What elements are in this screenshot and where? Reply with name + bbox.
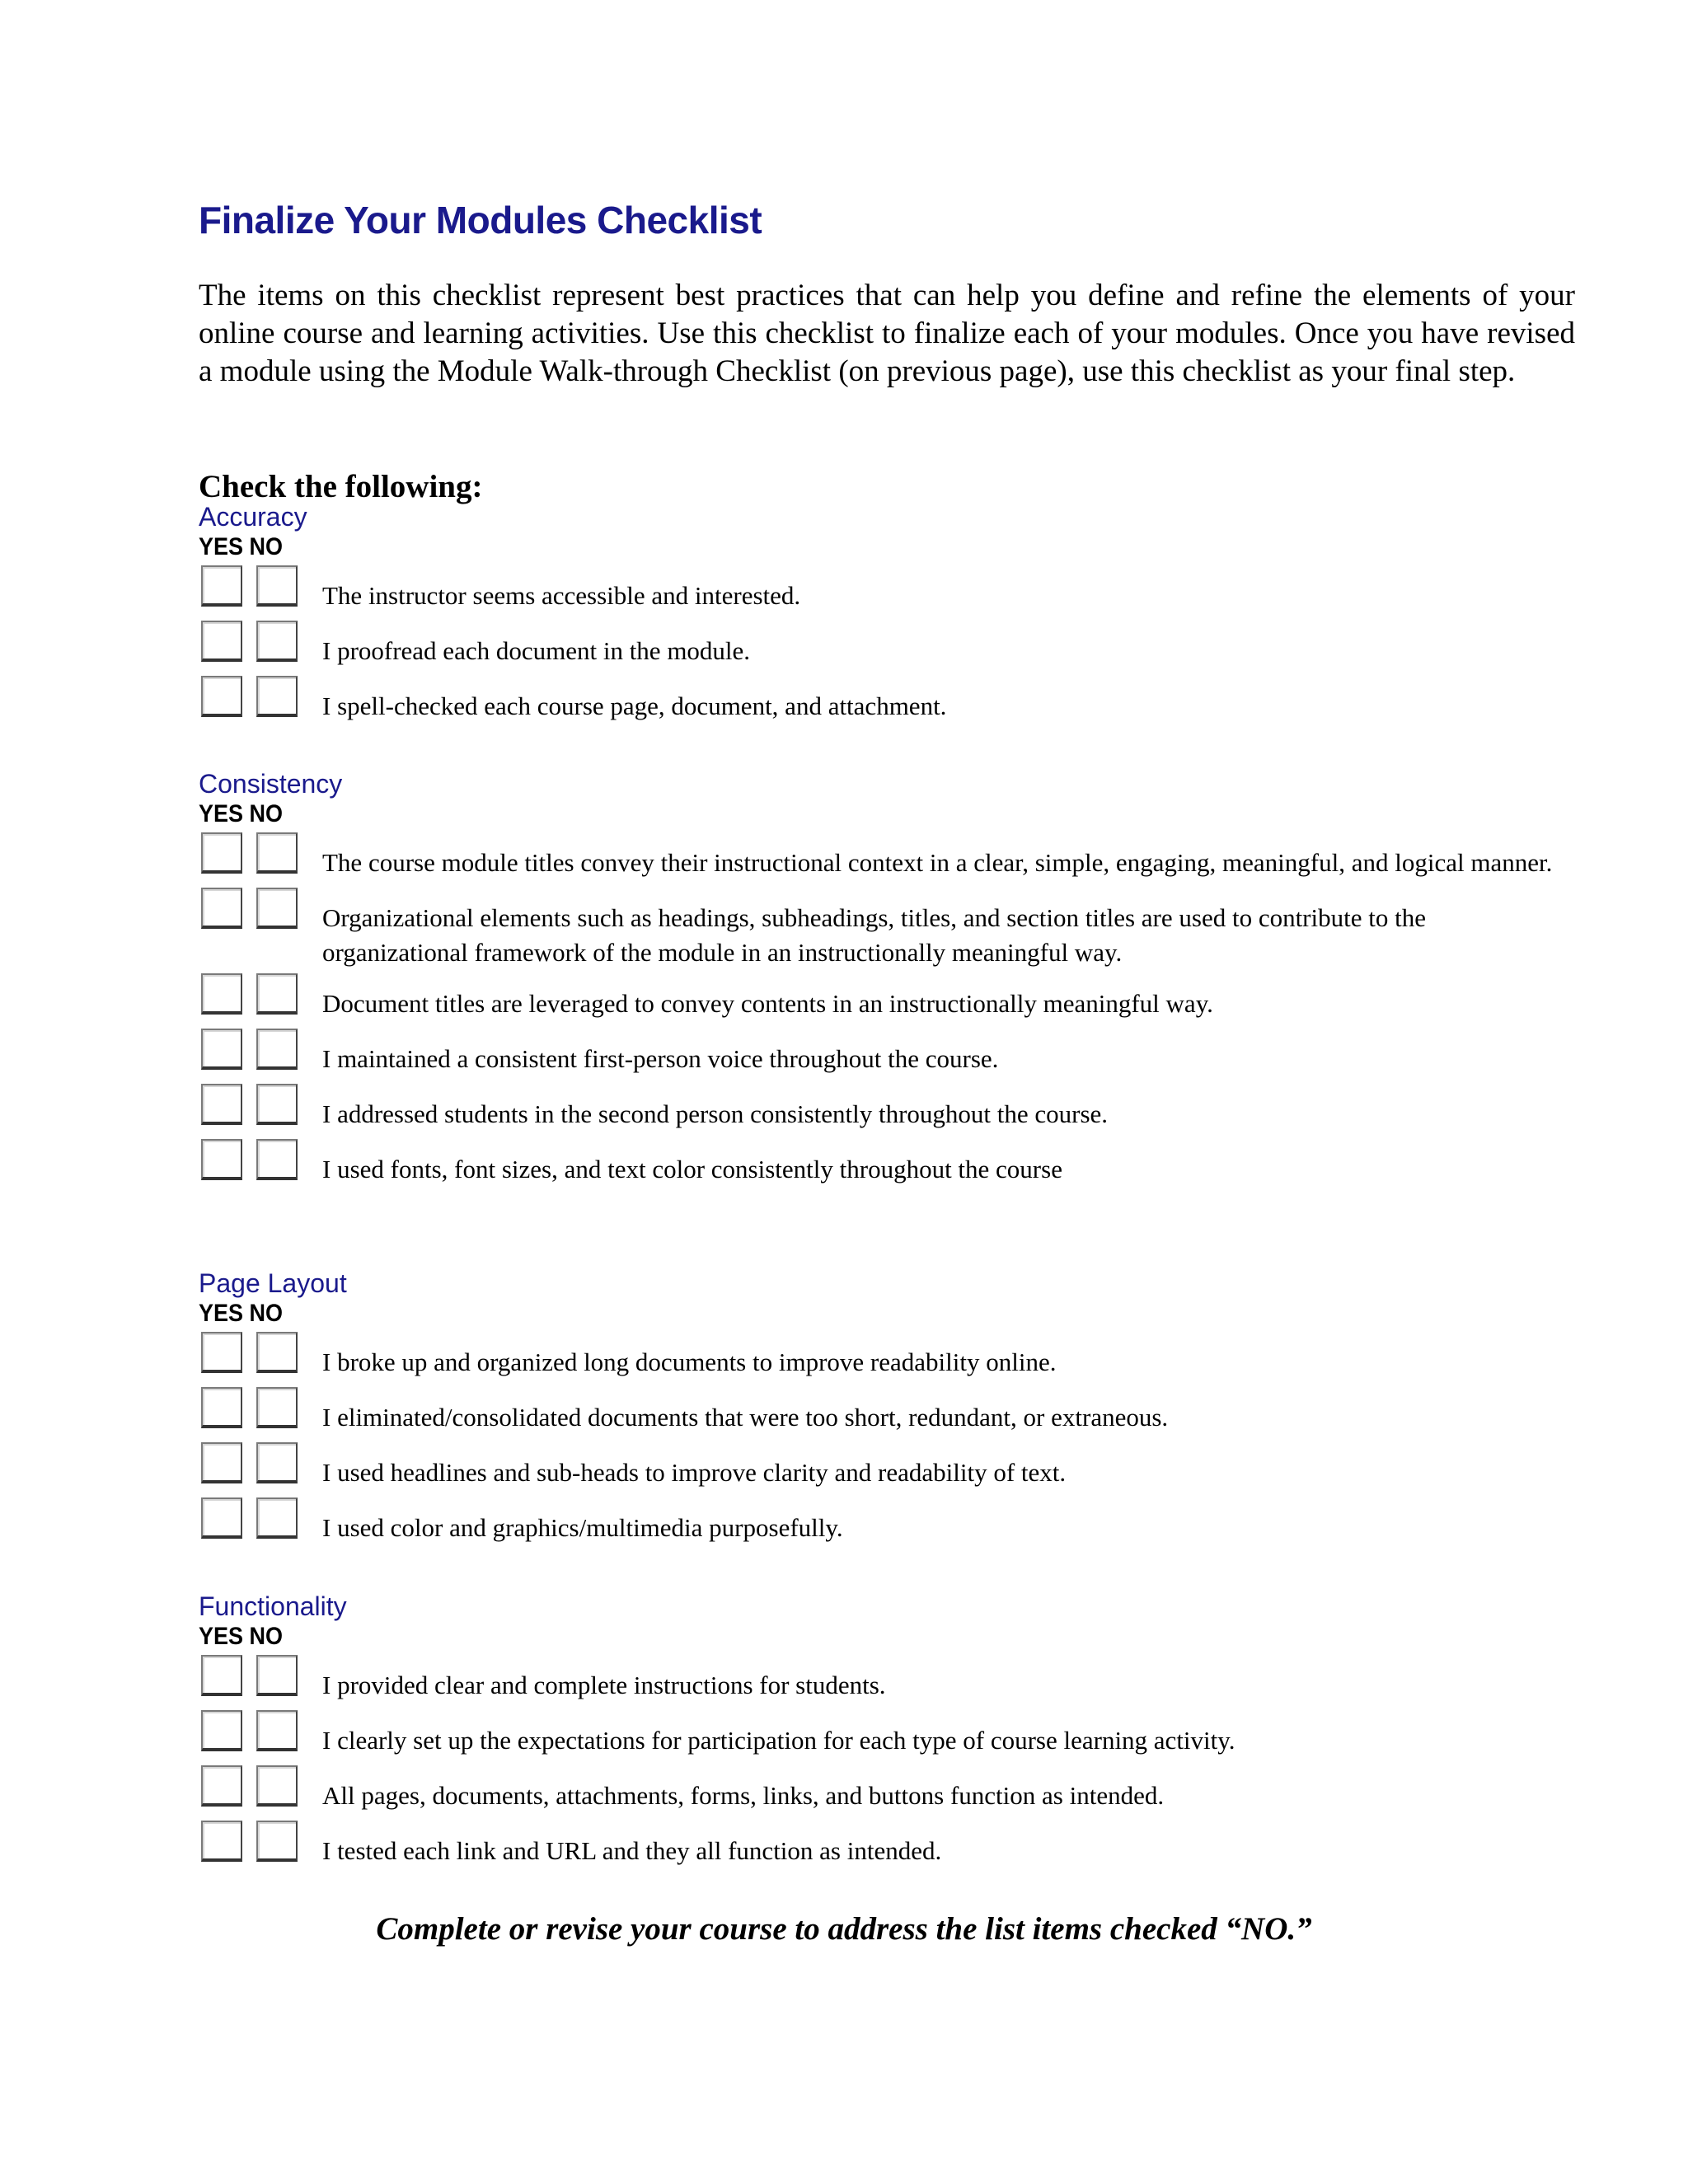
- yes-checkbox[interactable]: [201, 1084, 242, 1125]
- yes-checkbox[interactable]: [201, 621, 242, 662]
- checklist-item: [199, 1652, 1600, 1707]
- item-text: I clearly set up the expectations for participation for each type of course learning activity.: [322, 1726, 1236, 1755]
- yes-checkbox[interactable]: [201, 832, 242, 874]
- item-text: I tested each link and URL and they all function as intended.: [322, 1836, 942, 1865]
- checklist-item: [199, 884, 1600, 970]
- item-text: The course module titles convey their instructional context in a clear, simple, engaging, meaningful, and logical manner.: [322, 848, 1553, 877]
- no-checkbox[interactable]: [256, 1332, 298, 1373]
- no-checkbox[interactable]: [256, 1497, 298, 1539]
- checklist-item: [199, 1817, 1600, 1872]
- page-title: Finalize Your Modules Checklist: [199, 199, 762, 241]
- item-text: I spell-checked each course page, document, and attachment.: [322, 691, 947, 720]
- section-title: Consistency: [199, 769, 343, 799]
- section-consistency: [199, 768, 1600, 1191]
- yes-checkbox[interactable]: [201, 1710, 242, 1751]
- yes-checkbox[interactable]: [201, 1497, 242, 1539]
- item-text: I provided clear and complete instructions for students.: [322, 1671, 886, 1699]
- section-accuracy: [199, 501, 1600, 728]
- item-text: I eliminated/consolidated documents that were too short, redundant, or extraneous.: [322, 1403, 1169, 1432]
- checklist-item: [199, 1439, 1600, 1494]
- yes-no-header: YES NO: [199, 533, 284, 560]
- no-checkbox[interactable]: [256, 1710, 298, 1751]
- yes-checkbox[interactable]: [201, 1655, 242, 1696]
- yes-no-header: YES NO: [199, 800, 284, 827]
- checklist-item: [199, 562, 1600, 617]
- item-text: I addressed students in the second person consistently throughout the course.: [322, 1099, 1109, 1128]
- yes-checkbox[interactable]: [201, 1765, 242, 1807]
- item-text: Document titles are leveraged to convey contents in an instructionally meaningful way.: [322, 989, 1213, 1018]
- item-text: All pages, documents, attachments, forms, links, and buttons function as intended.: [322, 1781, 1165, 1810]
- no-checkbox[interactable]: [256, 1765, 298, 1807]
- no-checkbox[interactable]: [256, 1084, 298, 1125]
- checklist-item: [199, 1384, 1600, 1439]
- checklist-item: [199, 970, 1600, 1025]
- checklist-item: [199, 673, 1600, 728]
- checklist-item: [199, 617, 1600, 673]
- item-text: I proofread each document in the module.: [322, 636, 751, 665]
- no-checkbox[interactable]: [256, 1139, 298, 1180]
- yes-no-header: YES NO: [199, 1623, 284, 1650]
- item-text: The instructor seems accessible and interested.: [322, 581, 801, 610]
- item-text: I maintained a consistent first-person voice throughout the course.: [322, 1044, 999, 1073]
- intro-paragraph: The items on this checklist represent best practices that can help you define and refine the elements of your online course and learning activities. Use this checklist to finalize each of your modules. Once you have revised a module using the Module Walk-through Checklist (on previous page), use this checklist as your final step.: [199, 279, 1575, 388]
- yes-checkbox[interactable]: [201, 565, 242, 607]
- no-checkbox[interactable]: [256, 676, 298, 717]
- checklist-item: [199, 1707, 1600, 1762]
- no-checkbox[interactable]: [256, 1821, 298, 1862]
- checklist-item: [199, 1025, 1600, 1080]
- checklist-item: [199, 1329, 1600, 1384]
- no-checkbox[interactable]: [256, 973, 298, 1015]
- item-text: I used color and graphics/multimedia purposefully.: [322, 1513, 843, 1542]
- item-text: I used fonts, font sizes, and text color consistently throughout the course: [322, 1155, 1062, 1183]
- no-checkbox[interactable]: [256, 565, 298, 607]
- checklist-item: [199, 1494, 1600, 1549]
- yes-checkbox[interactable]: [201, 1139, 242, 1180]
- no-checkbox[interactable]: [256, 1387, 298, 1428]
- checklist-item: [199, 1080, 1600, 1136]
- section-title: Functionality: [199, 1591, 347, 1621]
- item-text: Organizational elements such as headings, subheadings, titles, and section titles are used to contribute to the organizational framework of the module in an instructionally meaningful way.: [322, 903, 1426, 967]
- no-checkbox[interactable]: [256, 832, 298, 874]
- section-functionality: [199, 1591, 1600, 1872]
- no-checkbox[interactable]: [256, 1442, 298, 1483]
- yes-no-header: YES NO: [199, 1300, 284, 1327]
- check-heading: Check the following:: [199, 469, 483, 504]
- yes-checkbox[interactable]: [201, 676, 242, 717]
- closing-note: Complete or revise your course to address the list items checked “NO.”: [376, 1911, 1312, 1947]
- yes-checkbox[interactable]: [201, 973, 242, 1015]
- yes-checkbox[interactable]: [201, 1029, 242, 1070]
- item-text: I used headlines and sub-heads to improve clarity and readability of text.: [322, 1458, 1067, 1487]
- checklist-item: [199, 829, 1600, 884]
- no-checkbox[interactable]: [256, 1655, 298, 1696]
- no-checkbox[interactable]: [256, 1029, 298, 1070]
- yes-checkbox[interactable]: [201, 888, 242, 929]
- checklist-item: [199, 1762, 1600, 1817]
- section-title: Accuracy: [199, 502, 307, 532]
- checklist-item: [199, 1136, 1600, 1191]
- no-checkbox[interactable]: [256, 621, 298, 662]
- section-title: Page Layout: [199, 1268, 347, 1298]
- item-text: I broke up and organized long documents to improve readability online.: [322, 1347, 1057, 1376]
- yes-checkbox[interactable]: [201, 1442, 242, 1483]
- no-checkbox[interactable]: [256, 888, 298, 929]
- section-page-layout: [199, 1268, 1600, 1549]
- yes-checkbox[interactable]: [201, 1387, 242, 1428]
- yes-checkbox[interactable]: [201, 1821, 242, 1862]
- yes-checkbox[interactable]: [201, 1332, 242, 1373]
